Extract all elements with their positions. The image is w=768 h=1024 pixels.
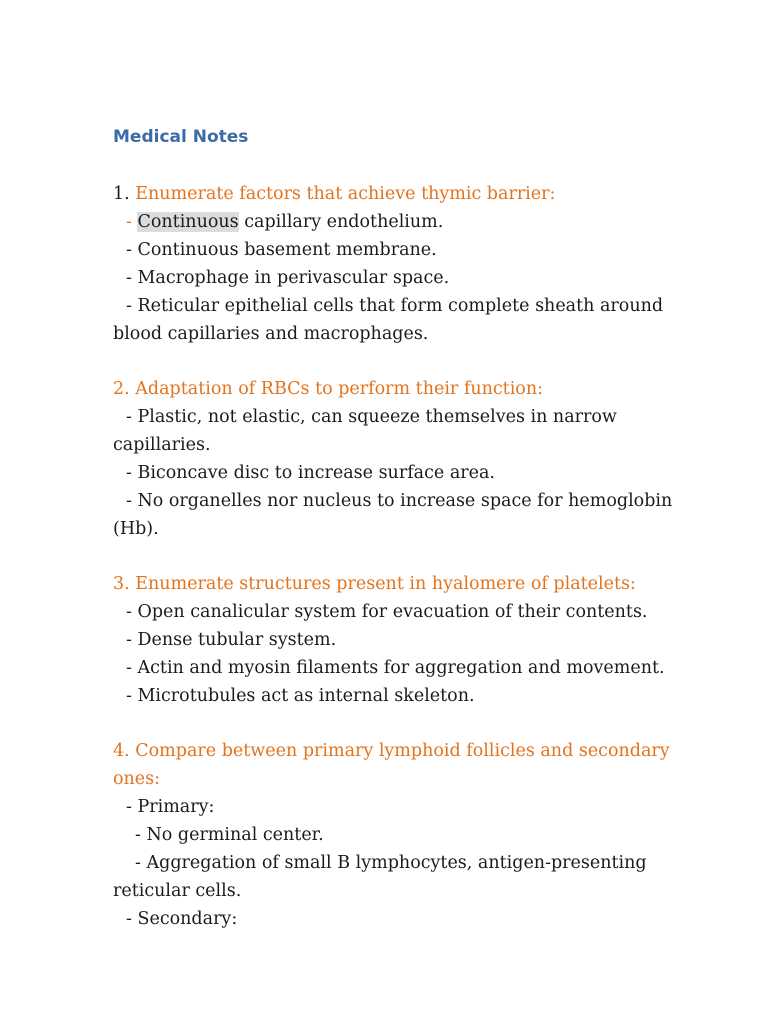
document-body [113,180,673,933]
q1-number: 1. [113,184,136,204]
q3-item-1: - Open canalicular system for evacuation of their contents. [126,602,648,622]
q4-primary-item-2-line-1: - Aggregation of small B lymphocytes, antigen-presenting [135,853,647,873]
q2-heading: 2. Adaptation of RBCs to perform their function: [113,379,543,399]
q1-item-1-rest: capillary endothelium. [238,212,444,232]
q3-item-4: - Microtubules act as internal skeleton. [126,686,475,706]
q4-heading-line-2: ones: [113,769,161,789]
q1-item-1-highlight: Continuous [137,212,239,232]
q4-primary-label: - Primary: [126,797,215,817]
q3-item-3: - Actin and myosin filaments for aggregation and movement. [126,658,665,678]
paragraph-gap [113,710,658,737]
document-title: Medical Notes [113,127,249,147]
q2-item-2: - Biconcave disc to increase surface area. [126,463,495,483]
q1-item-1-dash: - [126,212,138,232]
paragraph-gap [113,543,658,570]
q1-item-3: - Macrophage in perivascular space. [126,268,450,288]
q2-item-1-line-1: - Plastic, not elastic, can squeeze themselves in narrow [126,407,617,427]
q1-heading: Enumerate factors that achieve thymic barrier: [135,184,556,204]
q1-item-4-line-2: blood capillaries and macrophages. [113,324,429,344]
q1-item-1 [113,208,658,236]
q1-heading-line [113,180,658,208]
q3-heading: 3. Enumerate structures present in hyalomere of platelets: [113,574,636,594]
q2-item-3-line-1: - No organelles nor nucleus to increase space for hemoglobin [126,491,673,511]
q4-primary-item-1: - No germinal center. [135,825,324,845]
paragraph-gap [113,348,658,375]
q1-item-2: - Continuous basement membrane. [126,240,437,260]
q4-heading-line-1: 4. Compare between primary lymphoid follicles and secondary [113,741,670,761]
q2-item-1-line-2: capillaries. [113,435,211,455]
q3-item-2: - Dense tubular system. [126,630,337,650]
q4-primary-item-2-line-2: reticular cells. [113,881,242,901]
q4-secondary-label: - Secondary: [126,909,238,929]
q2-item-3-line-2: (Hb). [113,519,159,539]
q1-item-4-line-1: - Reticular epithelial cells that form complete sheath around [126,296,664,316]
